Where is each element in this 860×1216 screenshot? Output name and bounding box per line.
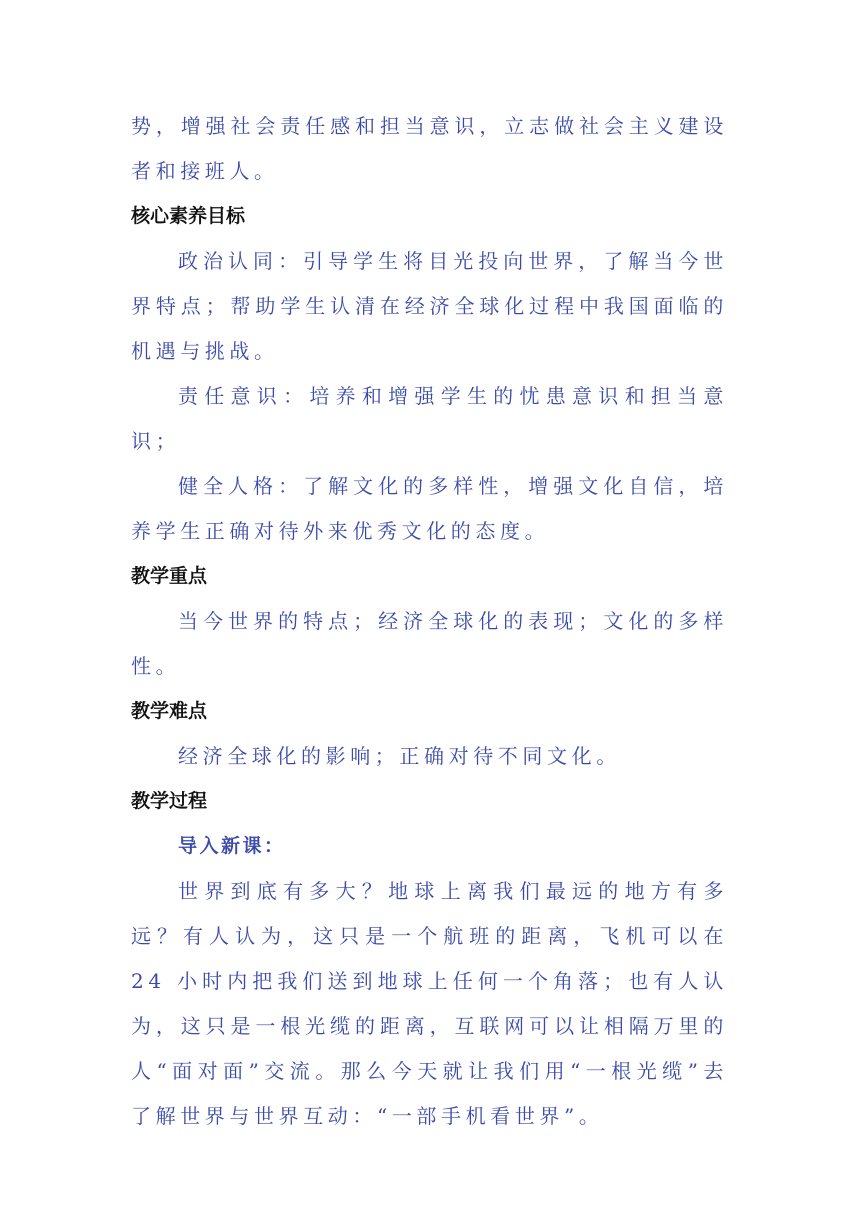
paragraph-political-identity: 政治认同：引导学生将目光投向世界，了解当今世界特点；帮助学生认清在经济全球化过程中我国面临的机遇与挑战。 — [131, 249, 728, 363]
heading-teaching-process: 教学过程 — [131, 790, 208, 812]
heading-teaching-key-points: 教学重点 — [131, 565, 208, 587]
paragraph-key-points: 当今世界的特点；经济全球化的表现；文化的多样性。 — [131, 609, 728, 678]
paragraph-responsibility: 责任意识：培养和增强学生的忧患意识和担当意识； — [131, 384, 728, 453]
heading-core-literacy-goals: 核心素养目标 — [131, 205, 246, 227]
subheading-lesson-intro: 导入新课： — [178, 835, 286, 857]
document-content — [131, 104, 728, 1139]
paragraph-difficulties: 经济全球化的影响；正确对待不同文化。 — [178, 744, 621, 768]
paragraph-lesson-intro: 世界到底有多大？地球上离我们最远的地方有多远？有人认为，这只是一个航班的距离，飞机可以在 24 小时内把我们送到地球上任何一个角落；也有人认为，这只是一根光缆的距离，互联网可以让相隔万里的人“面对面”交流。那么今天就让我们用“一根光缆”去了解世界与世界互动：“一部手机看世界”。 — [131, 879, 728, 1128]
paragraph-sound-personality: 健全人格：了解文化的多样性，增强文化自信，培养学生正确对待外来优秀文化的态度。 — [131, 474, 728, 543]
intro-paragraph: 势，增强社会责任感和担当意识，立志做社会主义建设者和接班人。 — [131, 114, 728, 183]
heading-teaching-difficulties: 教学难点 — [131, 700, 208, 722]
